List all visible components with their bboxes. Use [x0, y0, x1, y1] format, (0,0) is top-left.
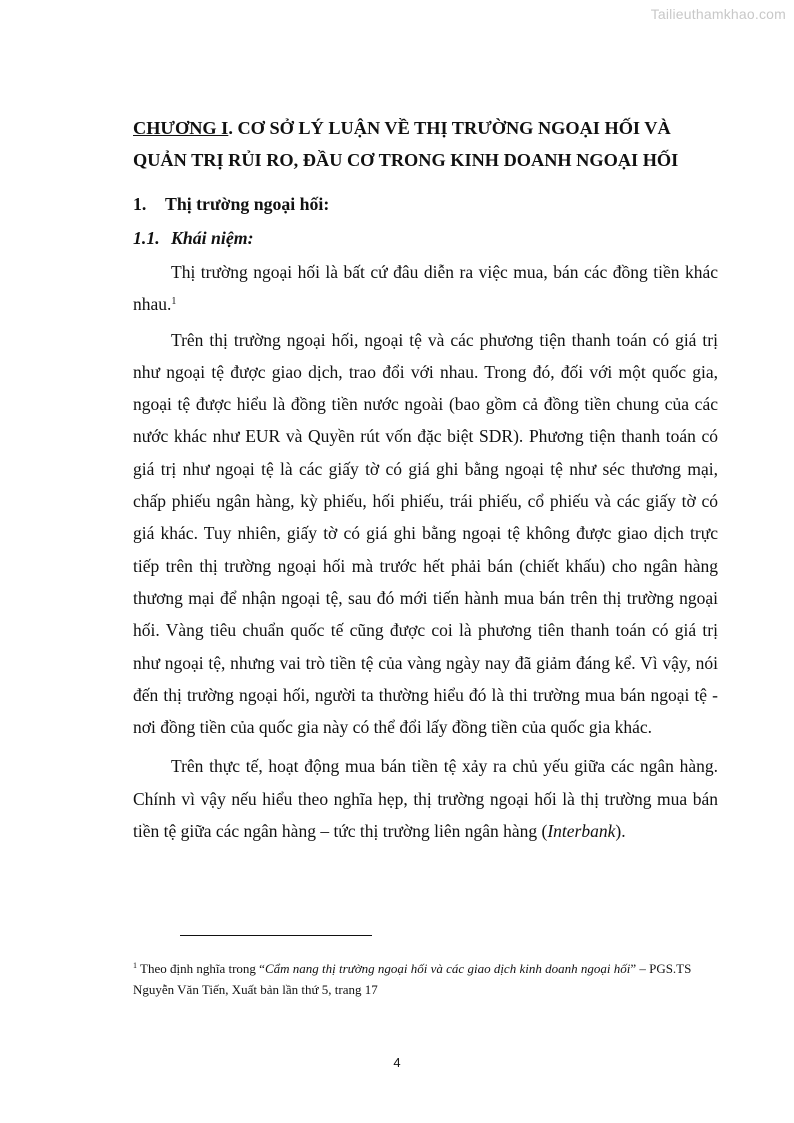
chapter-title [133, 112, 718, 176]
section-number: 1. [133, 194, 147, 214]
paragraph-text: Thị trường ngoại hối là bất cứ đâu diễn ra việc mua, bán các đồng tiền khác nhau. [133, 262, 718, 315]
section-heading [133, 189, 718, 219]
footnote-reference: 1 [171, 296, 177, 308]
paragraph-text: Trên thực tế, hoạt động mua bán tiền tệ xảy ra chủ yếu giữa các ngân hàng. Chính vì vậy nếu hiểu theo nghĩa hẹp, thị trường ngoại hối là thị trường mua bán tiền tệ giữa các ngân hàng – tức thị trường liên ngân hàng ( [133, 756, 718, 842]
subsection-number: 1.1. [133, 228, 160, 248]
subsection-title: Khái niệm: [171, 228, 254, 248]
footnote-separator [180, 935, 372, 936]
section-title: Thị trường ngoại hối: [165, 194, 330, 214]
footnote-marker: 1 [133, 961, 137, 970]
paragraph-foreign-currency: Trên thị trường ngoại hối, ngoại tệ và các phương tiện thanh toán có giá trị như ngoại tệ được giao dịch, trao đổi với nhau. Trong đó, đối với một quốc gia, ngoại tệ được hiểu là đồng tiền nước ngoài (bao gồm cả đồng tiền chung của các nước khác như EUR và Quyền rút vốn đặc biệt SDR). Phương tiện thanh toán có giá trị như ngoại tệ là các giấy tờ có giá ghi bằng ngoại tệ như séc thương mại, chấp phiếu ngân hàng, kỳ phiếu, hối phiếu, trái phiếu, cổ phiếu và các giấy tờ có giá khác. Tuy nhiên, giấy tờ có giá ghi bằng ngoại tệ không được giao dịch trực tiếp trên thị trường ngoại hối mà trước hết phải bán (chiết khấu) cho ngân hàng thương mại để nhận ngoại tệ, sau đó mới tiến hành mua bán trên thị trường ngoại hối. Vàng tiêu chuẩn quốc tế cũng được coi là phương tiên thanh toán có giá trị như ngoại tệ, nhưng vai trò tiền tệ của vàng ngày nay đã giảm đáng kể. Vì vậy, nói đến thị trường ngoại hối, người ta thường hiểu đó là thi trường mua bán ngoại tệ - nơi đồng tiền của quốc gia này có thể đổi lấy đồng tiền của quốc gia khác. [133, 329, 718, 738]
watermark: Tailieuthamkhao.com [650, 6, 786, 22]
paragraph-interbank [133, 750, 718, 847]
paragraph-definition [133, 256, 718, 321]
subsection-heading [133, 223, 718, 253]
chapter-label: CHƯƠNG I [133, 118, 229, 138]
chapter-title-text: . CƠ SỞ LÝ LUẬN VỀ THỊ TRƯỜNG NGOẠI HỐI VÀ QUẢN TRỊ RỦI RO, ĐẦU CƠ TRONG KINH DOANH NGOẠI HỐI [133, 118, 679, 170]
footnote-text: Theo định nghĩa trong “ [137, 961, 265, 976]
paragraph-end: ). [615, 821, 626, 842]
footnote [133, 958, 723, 1000]
page-number: 4 [393, 1055, 401, 1070]
footnote-source: ” – PGS.TS Nguyễn Văn Tiến, Xuất bản lần thứ 5, trang 17 [133, 961, 692, 997]
document-body [133, 112, 718, 847]
interbank-term: Interbank [547, 821, 616, 842]
footnote-book-title: Cẩm nang thị trường ngoại hối và các giao dịch kinh doanh ngoại hối [264, 961, 631, 976]
